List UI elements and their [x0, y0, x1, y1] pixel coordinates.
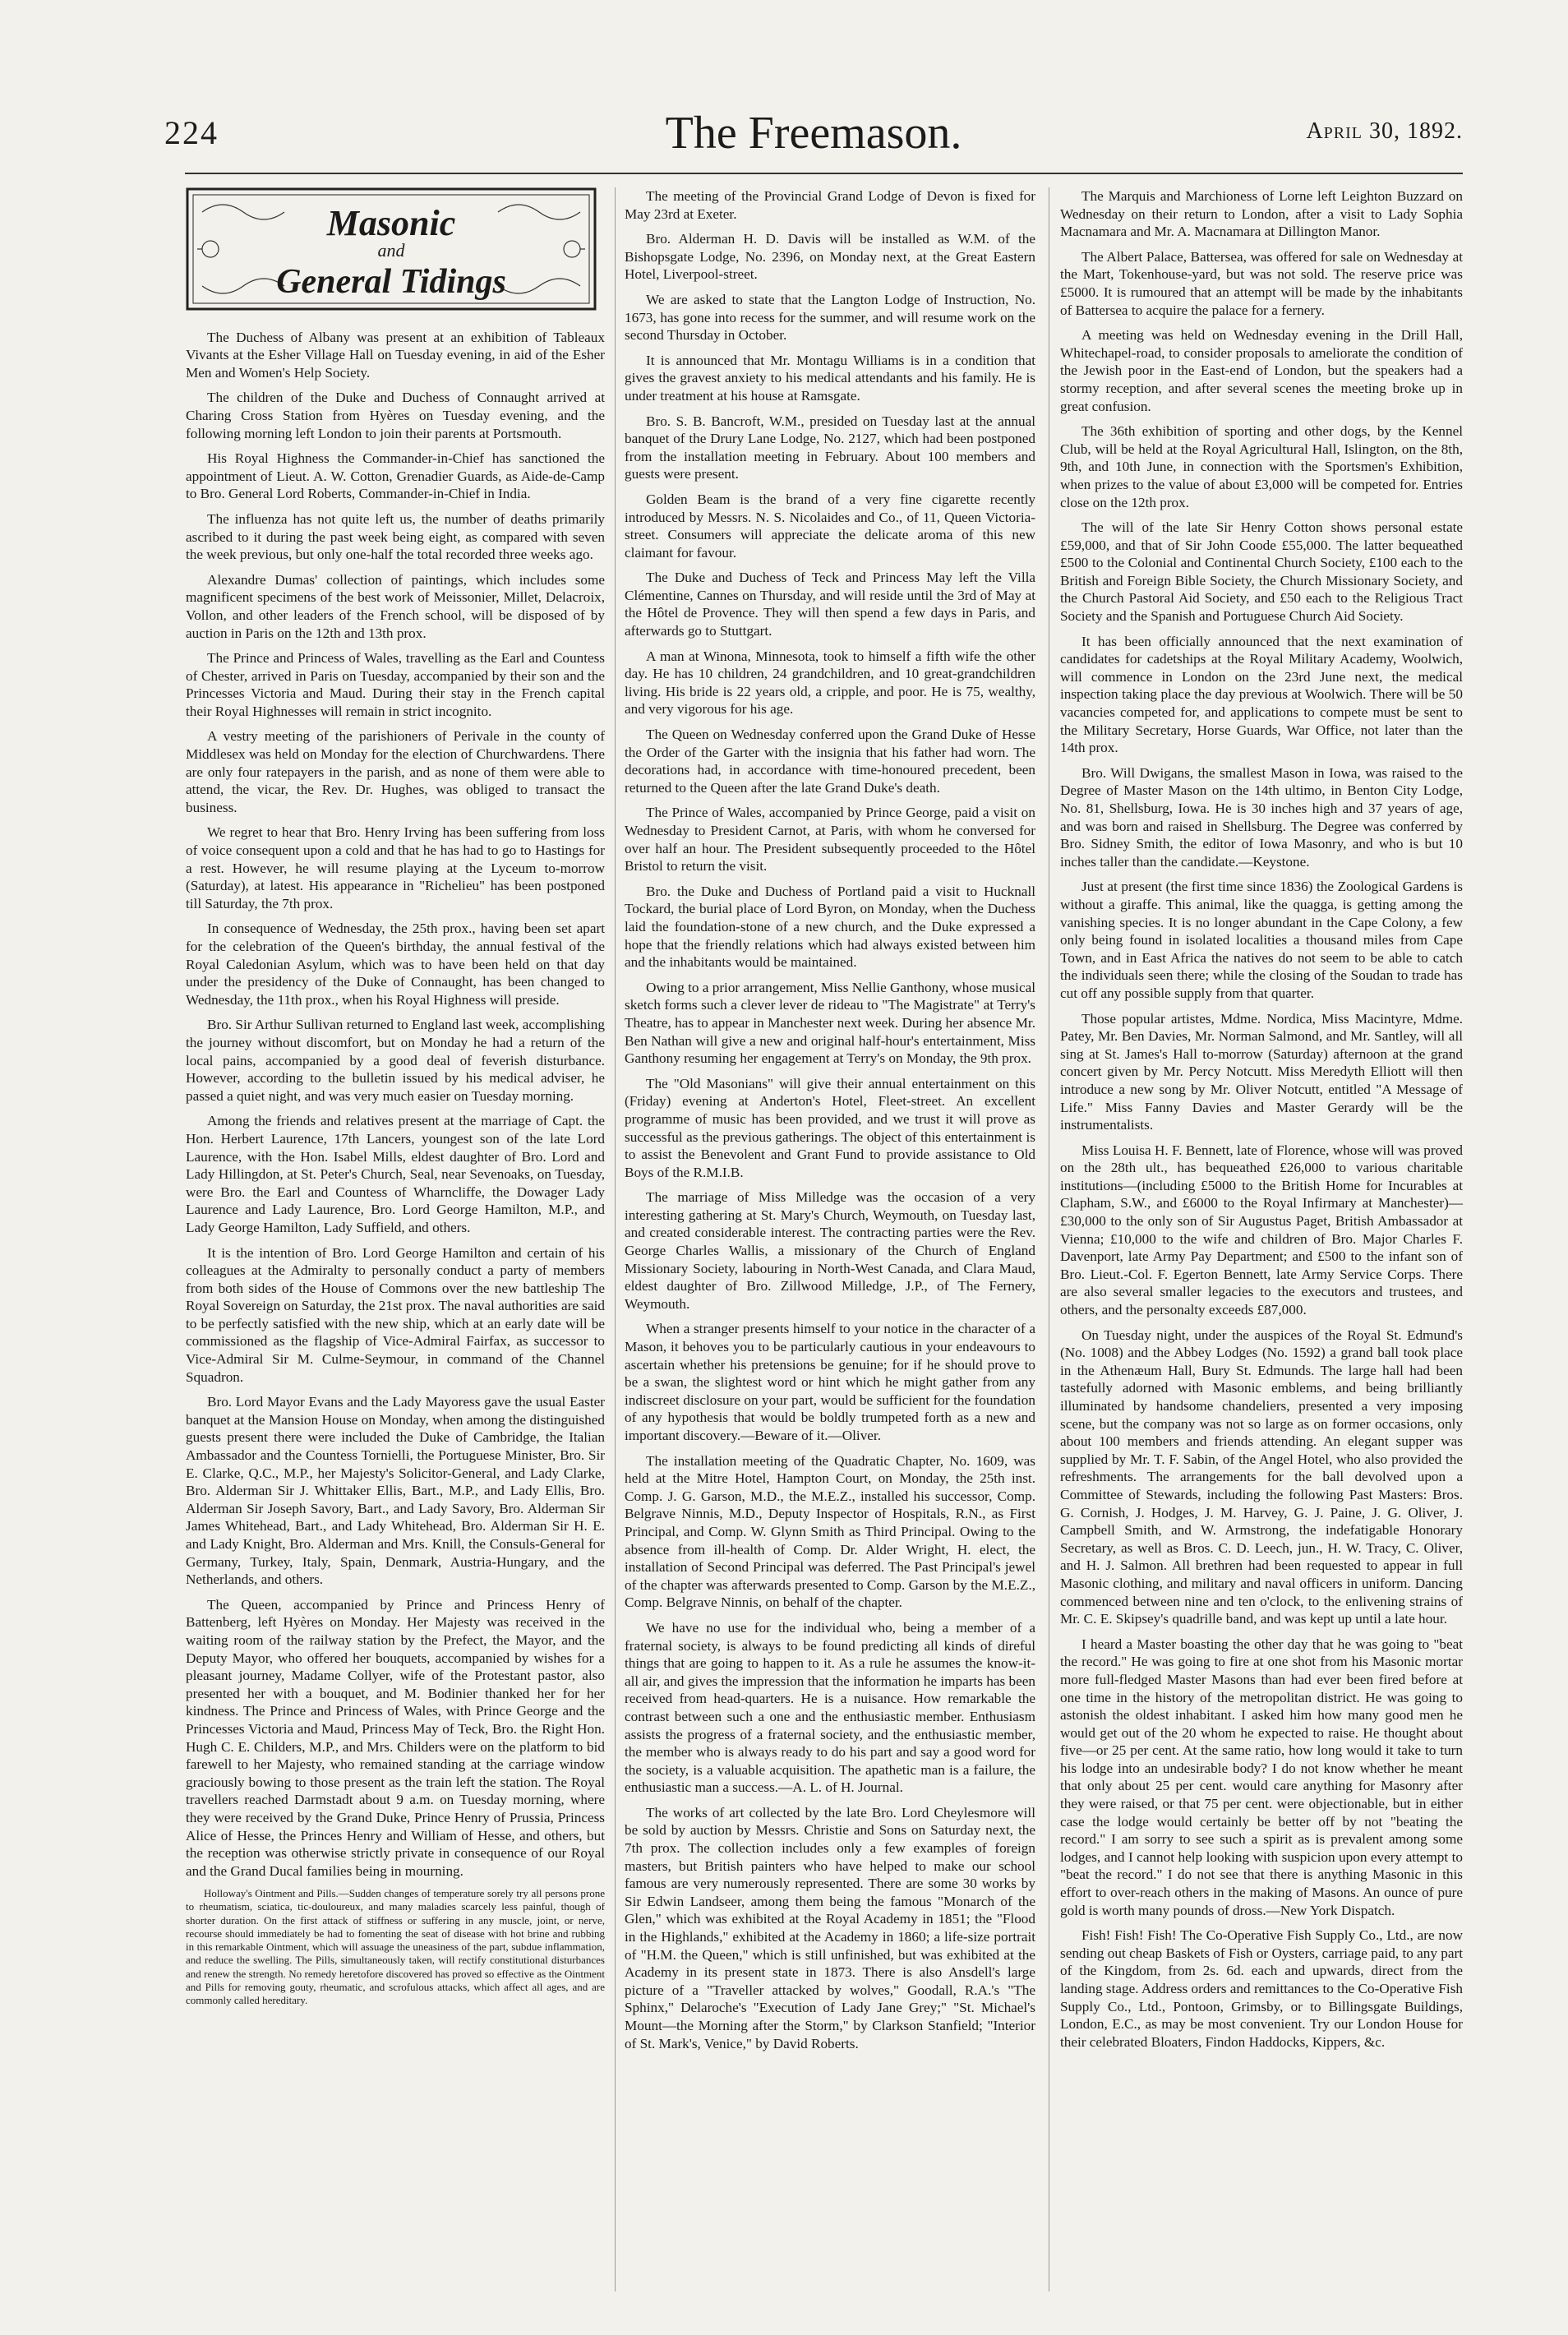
- banner-line-3: General Tidings: [276, 263, 506, 301]
- paragraph: When a stranger presents himself to your notice in the character of a Mason, it behoves you to be particularly cautious in your endeavours to ascertain whether his pretensions be genuine; for if he should prove to be a swan, the slightest word or hint which he might gather from any indiscreet disclosure on your part, would be sufficient for the foundation of any hypothesis that would be boldly trumpeted forth as a new and important discovery.—Beware of it.—Oliver.: [625, 1321, 1035, 1443]
- paragraph: The Prince and Princess of Wales, travelling as the Earl and Countess of Chester, arrived in Paris on Tuesday, accompanied by their son and the Princesses Victoria and Maud. During their stay in the French capital their Royal Highnesses will remain in strict incognito.: [186, 650, 605, 719]
- column-divider: [615, 187, 616, 2291]
- paragraph: Owing to a prior arrangement, Miss Nellie Ganthony, whose musical sketch forms such a clever lever de rideau to "The Magistrate" at Terry's Theatre, has to appear in Manchester next week. During her absence Mr. Ben Nathan will give a new and original half-hour's entertainment, Miss Ganthony resuming her engagement at Terry's on Monday, the 9th prox.: [625, 979, 1035, 1067]
- paragraph: The Marquis and Marchioness of Lorne left Leighton Buzzard on Wednesday on their return to London, after a visit to Lady Sophia Macnamara and Mr. A. Macnamara at Dillington Manor.: [1060, 188, 1463, 240]
- paragraph: The Duchess of Albany was present at an exhibition of Tableaux Vivants at the Esher Village Hall on Tuesday evening, in aid of the Esher Men and Women's Help Society.: [186, 329, 605, 381]
- banner-line-1: Masonic: [326, 203, 456, 243]
- paragraph: Bro. Will Dwigans, the smallest Mason in Iowa, was raised to the Degree of Master Mason on the 14th ultimo, in Benton City Lodge, No. 81, Shellsburg, Iowa. He is 30 inches high and 37 years of age, and was born and raised in Shellsburg. The Degree was conferred by Bro. Sidney Smith, the editor of Iowa Masonry, and who is but 10 inches taller than the candidate.—Keystone.: [1060, 764, 1463, 870]
- masthead: [164, 107, 1463, 173]
- newspaper-title: The Freemason.: [665, 108, 962, 159]
- paragraph: Bro. the Duke and Duchess of Portland paid a visit to Hucknall Tockard, the burial place of Lord Byron, on Monday, when the Duchess laid the foundation-stone of a new church, and the Duke expressed a hope that the friendly relations which had always existed between him and the inhabitants would be maintained.: [625, 883, 1035, 971]
- issue-date: April 30, 1892.: [1306, 118, 1463, 144]
- page-number: 224: [164, 114, 219, 151]
- advertisement: [186, 1887, 605, 2007]
- paragraph: The children of the Duke and Duchess of Connaught arrived at Charing Cross Station from Hyères on Tuesday evening, and the following morning left London to join their parents at Portsmouth.: [186, 390, 605, 441]
- paragraph: We are asked to state that the Langton Lodge of Instruction, No. 1673, has gone into recess for the summer, and will resume work on the second Thursday in October.: [625, 291, 1035, 344]
- banner-line-2: and: [377, 240, 405, 261]
- paragraph: A man at Winona, Minnesota, took to himself a fifth wife the other day. He has 10 children, 24 grandchildren, and 10 great-grandchildren living. His bride is 22 years old, a cripple, and poor. He is 75, wealthy, and very vigorous for his age.: [625, 648, 1035, 718]
- paragraph: I heard a Master boasting the other day that he was going to "beat the record." He was going to fire at one shot from his Masonic mortar more full-fledged Master Masons than had ever been fired before at one time in the history of the metropolitan district. He was going to astonish the oldest inhabitant. I asked him how many good men he would get out of the 20 whom he expected to raise. He thought about five—or 25 per cent. At the same ratio, how long would it take to turn his lodge into an undesirable body? I do not know whether he meant that only about 25 per cent. would care anything for Masonry after they were raised, or that 75 per cent. were objectionable, but in either case the lodge would certainly be better off by not "beating the record." I am sorry to see such a spirit as is prevalent among some lodges, and I cannot help looking with suspicion upon every attempt to "beat the record." I do not see that there is anything Masonic in this effort to over-reach others in the making of Masons. An ounce of pure gold is worth many pounds of dross.—New York Dispatch.: [1060, 1636, 1463, 1918]
- paragraph: The works of art collected by the late Bro. Lord Cheylesmore will be sold by auction by Messrs. Christie and Sons on Saturday next, the 7th prox. The collection includes only a few examples of foreign masters, but British painters who have helped to make our school famous are very numerously represented. There are some 30 works by Sir Edwin Landseer, among them being the famous "Monarch of the Glen," which was exhibited at the Royal Academy in 1851; the "Flood in the Highlands," exhibited at the Academy in 1860; a life-size portrait of "H.M. the Queen," which is still unfinished, but was exhibited at the Academy in its present state in 1873. There is also Ansdell's large picture of a "Traveller attacked by wolves," Goodall, R.A.'s "The Sphinx," Delaroche's "Execution of Lady Jane Grey;" "St. Michael's Mount—the Morning after the Storm," by Clarkson Stanfield; "Interior of St. Mark's, Venice," by David Roberts.: [625, 1804, 1035, 2051]
- paragraph: The marriage of Miss Milledge was the occasion of a very interesting gathering at St. Mary's Church, Weymouth, on Tuesday last, and created considerable interest. The contracting parties were the Rev. George Charles Wallis, a missionary of the Church of England Missionary Society, labouring in North-West Canada, and Clara Maud, eldest daughter of Bro. Zillwood Milledge, J.P., of The Fernery, Weymouth.: [625, 1189, 1035, 1312]
- paragraph: Fish! Fish! Fish! The Co-Operative Fish Supply Co., Ltd., are now sending out cheap Baskets of Fish or Oysters, carriage paid, to any part of the Kingdom, from 2s. 6d. each and upwards, direct from the landing stage. Address orders and remittances to the Co-Operative Fish Supply Co., Ltd., Pontoon, Grimsby, or to Billingsgate Buildings, London, E.C., as may be most convenient. Try our London House for their celebrated Bloaters, Findon Haddocks, Kippers, &c.: [1060, 1927, 1463, 2050]
- paragraph: Those popular artistes, Mdme. Nordica, Miss Macintyre, Mdme. Patey, Mr. Ben Davies, Mr. Norman Salmond, and Mr. Santley, will all sing at St. James's Hall to-morrow (Saturday) afternoon at the grand concert given by Mr. Percy Notcutt. Miss Meredyth Elliott will then introduce a new song by Mr. Oliver Notcutt, entitled "A Message of Life." Miss Fanny Davies and Master Gerardy will be the instrumentalists.: [1060, 1010, 1463, 1133]
- paragraph: The Albert Palace, Battersea, was offered for sale on Wednesday at the Mart, Tokenhouse-yard, but was not sold. The reserve price was £5000. It is rumoured that an attempt will be made by the inhabitants of Battersea to acquire the palace for a fernery.: [1060, 248, 1463, 318]
- paragraph: It is the intention of Bro. Lord George Hamilton and certain of his colleagues at the Admiralty to personally conduct a party of members from both sides of the House of Commons over the new battleship The Royal Sovereign on Saturday, the 21st prox. The naval authorities are said to be perfectly satisfied with the new ship, which at an early date will be commissioned as the flagship of Vice-Admiral Fairfax, as successor to Vice-Admiral Sir M. Culme-Seymour, in command of the Channel Squadron.: [186, 1244, 605, 1385]
- column-1: [186, 187, 605, 2014]
- paragraph: Just at present (the first time since 1836) the Zoological Gardens is without a giraffe. This animal, like the quagga, is getting among the vanishing species. It is no longer abundant in the Cape Colony, a few only being found in isolated localities a thousand miles from Cape Town, and in East Africa the natives do not seem to be able to catch the individuals seen there; while the closing of the Soudan to trade has cut off any possible supply from that quarter.: [1060, 879, 1463, 1001]
- paragraph: Bro. Alderman H. D. Davis will be installed as W.M. of the Bishopsgate Lodge, No. 2396, on Monday next, at the Great Eastern Hotel, Liverpool-street.: [625, 231, 1035, 283]
- paragraph: The Queen, accompanied by Prince and Princess Henry of Battenberg, left Hyères on Monday. Her Majesty was received in the waiting room of the railway station by the Prefect, the Mayor, and the Deputy Mayor, who offered her bouquets, accompanied by wishes for a pleasant journey, Madame Collyer, wife of the Protestant pastor, also presented her with a bouquet, and M. Bodinier thanked her for her kindness. The Prince and Princess of Wales, with Prince George and the Princesses Victoria and Maud, Princess May of Teck, Bro. the Right Hon. Hugh C. E. Childers, M.P., and Mrs. Childers were on the platform to bid farewell to her Majesty, who remained standing at the carriage window graciously bowing to those present as the train left the station. The Royal travellers reached Darmstadt about 9 a.m. on Tuesday morning, where they were received by the Grand Duke, Prince Henry of Prussia, Princess Alice of Hesse, the Princes Henry and William of Hesse, and others, but the reception was otherwise strictly private in consequence of our Royal and the Grand Ducal families being in mourning.: [186, 1596, 605, 1879]
- paragraph: The meeting of the Provincial Grand Lodge of Devon is fixed for May 23rd at Exeter.: [625, 188, 1035, 222]
- paragraph: His Royal Highness the Commander-in-Chief has sanctioned the appointment of Lieut. A. W. Cotton, Grenadier Guards, as Aide-de-Camp to Bro. General Lord Roberts, Commander-in-Chief in India.: [186, 450, 605, 502]
- advertisement-text: Holloway's Ointment and Pills.—Sudden changes of temperature sorely try all persons prone to rheumatism, sciatica, tic-douloureux, and many maladies scarcely less painful, though of shorter duration. On the first attack of stiffness or suffering in any muscle, joint, or nerve, recourse should immediately be had to fomenting the seat of disease with hot brine and rubbing in this remarkable Ointment, which will assuage the uneasiness of the part, subdue inflammation, and reduce the swelling. The Pills, simultaneously taken, will rectify constitutional disturbances and renew the strength. No remedy heretofore discovered has proved so effective as the Ointment and Pills for removing gouty, rheumatic, and scrofulous attacks, which affect all ages, and are commonly called hereditary.: [186, 1887, 605, 2006]
- paragraph: A vestry meeting of the parishioners of Perivale in the county of Middlesex was held on Monday for the election of Churchwardens. There are only four ratepayers in the parish, and as none of them were able to attend, the vicar, the Rev. Dr. Hughes, was obliged to transact the business.: [186, 728, 605, 815]
- paragraph: The Duke and Duchess of Teck and Princess May left the Villa Clémentine, Cannes on Thursday, and will reside until the 3rd of May at the Hôtel de Provence. They will then spend a few days in Paris, and afterwards go to Stuttgart.: [625, 570, 1035, 639]
- masthead-rule: [185, 173, 1463, 174]
- paragraph: The installation meeting of the Quadratic Chapter, No. 1609, was held at the Mitre Hotel, Hampton Court, on Monday, the 25th inst. Comp. J. G. Garson, M.D., the M.E.Z., installed his successor, Comp. Belgrave Ninnis, M.D., Deputy Inspector of Hospitals, R.N., as First Principal, and Comp. W. Glynn Smith as Third Principal. Owing to the absence from ill-health of Comp. Dr. Alder Wright, H. elect, the installation of Second Principal was deferred. The Past Principal's jewel of the chapter was afterwards presented to Comp. Garson by the M.E.Z., Comp. Belgrave Ninnis, on behalf of the chapter.: [625, 1452, 1035, 1611]
- column-3: [1060, 187, 1463, 2058]
- paragraph: It has been officially announced that the next examination of candidates for cadetships at the Royal Military Academy, Woolwich, will commence in London on the 23rd June next, the medical inspection taking place the day previous at Woolwich. There will be 50 vacancies competed for, and applications to compete must be sent to the Military Secretary, Horse Guards, War Office, not later than the 14th prox.: [1060, 633, 1463, 756]
- paragraph: It is announced that Mr. Montagu Williams is in a condition that gives the gravest anxiety to his medical attendants and his family. He is under treatment at his house at Ramsgate.: [625, 352, 1035, 404]
- paragraph: The Queen on Wednesday conferred upon the Grand Duke of Hesse the Order of the Garter with the insignia that his father had worn. The decorations had, in accordance with time-honoured precedent, been returned to the Queen after the late Grand Duke's death.: [625, 727, 1035, 796]
- paragraph: Bro. Lord Mayor Evans and the Lady Mayoress gave the usual Easter banquet at the Mansion House on Monday, when among the distinguished guests present there were included the Duke of Cambridge, the Italian Ambassador and the Countess Tornielli, the Portuguese Minister, Bro. Sir E. Clarke, Q.C., M.P., her Majesty's Solicitor-General, and Lady Clarke, Bro. Alderman Sir J. Whittaker Ellis, Bart., M.P., and Lady Ellis, Bro. Alderman Sir Joseph Savory, Bart., and Lady Savory, Bro. Alderman Sir James Whitehead, Bart., and Lady Whitehead, Bro. Alderman Sir H. E. and Lady Knight, Bro. Alderman and Mrs. Knill, the Consuls-General for Germany, Turkey, Italy, Spain, Denmark, Austria-Hungary, and the Netherlands, and others.: [186, 1394, 605, 1588]
- masonic-tidings-banner: [186, 187, 597, 311]
- paragraph: Miss Louisa H. F. Bennett, late of Florence, whose will was proved on the 28th ult., has bequeathed £26,000 to various charitable institutions—(including £5000 to the British Home for Incurables at Clapham, S.W., and £6000 to the Royal Infirmary at Manchester)—£30,000 to the only son of Sir Augustus Paget, British Ambassador at Vienna; £10,000 to the wife and children of Bro. Major Charles F. Davenport, late Army Pay Department; and £500 to the infant son of Bro. Lieut.-Col. F. Egerton Bennett, late Army Service Corps. There are also several smaller legacies to the executors and trustees, and others, and the personalty exceeds £87,000.: [1060, 1142, 1463, 1318]
- paragraph: Bro. S. B. Bancroft, W.M., presided on Tuesday last at the annual banquet of the Drury Lane Lodge, No. 2127, which had been postponed from the installation meeting in February. About 100 members and guests were present.: [625, 413, 1035, 482]
- paragraph: Bro. Sir Arthur Sullivan returned to England last week, accomplishing the journey without discomfort, but on Monday he had a return of the local pains, accompanied by a good deal of feverish disturbance. However, according to the bulletin issued by his medical adviser, he passed a quiet night, and was very much easier on Tuesday morning.: [186, 1017, 605, 1104]
- paragraph: Among the friends and relatives present at the marriage of Capt. the Hon. Herbert Laurence, 17th Lancers, youngest son of the late Lord Laurence, with the Hon. Isabel Mills, eldest daughter of Bro. Lord and Lady Hillingdon, at St. Peter's Church, Seal, near Sevenoaks, on Tuesday, were Bro. the Earl and Countess of Wharncliffe, the Dowager Lady Laurence and Lady Laurence, Bro. Lord George Hamilton, M.P., and Lady George Hamilton, Lady Suffield, and others.: [186, 1113, 605, 1235]
- paragraph: Golden Beam is the brand of a very fine cigarette recently introduced by Messrs. N. S. Nicolaides and Co., of 11, Queen Victoria-street. Consumers will appreciate the delicate aroma of this new claimant for favour.: [625, 491, 1035, 561]
- paragraph: The 36th exhibition of sporting and other dogs, by the Kennel Club, will be held at the Royal Agricultural Hall, Islington, on the 8th, 9th, and 10th June, in connection with the Sportsmen's Exhibition, when prizes to the value of about £3,000 will be competed for. Entries close on the 12th prox.: [1060, 423, 1463, 510]
- paragraph: The Prince of Wales, accompanied by Prince George, paid a visit on Wednesday to President Carnot, at Paris, with whom he conversed for over half an hour. The President subsequently proceeded to the Hôtel Bristol to return the visit.: [625, 805, 1035, 874]
- paragraph: A meeting was held on Wednesday evening in the Drill Hall, Whitechapel-road, to consider proposals to ameliorate the condition of the Jewish poor in the East-end of London, but the speakers had a stormy reception, and after several scenes the meeting broke up in great confusion.: [1060, 327, 1463, 414]
- paragraph: On Tuesday night, under the auspices of the Royal St. Edmund's (No. 1008) and the Abbey Lodges (No. 1592) a grand ball took place in the Athenæum Hall, Bury St. Edmunds. The large hall had been tastefully adorned with Masonic emblems, and being brilliantly illuminated by handsome chandeliers, presented a very imposing scene, but the company was not so large as on former occasions, only about 100 members and friends attending. An elegant supper was supplied by Mr. T. F. Sabin, of the Angel Hotel, who also provided the refreshments. The arrangements for the ball devolved upon a Committee of Stewards, including the following Past Masters: Bros. G. Cornish, J. Hodges, J. M. Harvey, G. J. Paine, J. G. Oliver, J. Campbell Smith, and W. Armstrong, the indefatigable Honorary Secretary, as well as Bros. C. D. Leech, jun., H. W. Tracy, C. Oliver, and H. J. Salmon. All brethren had been requested to appear in full Masonic clothing, and military and naval officers in uniform. Dancing commenced between nine and ten o'clock, to the enlivening strains of Mr. C. E. Skipsey's quadrille band, and was kept up until a late hour.: [1060, 1327, 1463, 1627]
- paragraph: We have no use for the individual who, being a member of a fraternal society, is always to be found predicting all kinds of direful things that are going to happen to it. As a rule he assumes the know-it-all air, and gives the impression that the information he imparts has been received from head-quarters. He is a nuisance. How remarkable the contrast between such a one and the enthusiastic member. Enthusiasm assists the progress of a fraternal society, and the enthusiastic member, the member who is always ready to do his part and say a good word for the society, is a valuable acquisition. The apathetic man is a failure, the enthusiastic man a success.—A. L. of H. Journal.: [625, 1619, 1035, 1796]
- paragraph: The influenza has not quite left us, the number of deaths primarily ascribed to it during the past week being eight, as compared with seven the week previous, but only one-half the total recorded three weeks ago.: [186, 510, 605, 563]
- paragraph: The will of the late Sir Henry Cotton shows personal estate £59,000, and that of Sir John Coode £55,000. The latter bequeathed £500 to the Colonial and Continental Church Society, £100 each to the British and Foreign Bible Society, the Church Missionary Society, and the Church Pastoral Aid Society, and £50 each to the Religious Tract Society and the Spanish and Portuguese Church Aid Society.: [1060, 519, 1463, 625]
- paragraph: We regret to hear that Bro. Henry Irving has been suffering from loss of voice consequent upon a cold and that he has had to go to Hastings for a rest. However, he will resume playing at the Lyceum to-morrow (Saturday), at latest. His appearance in "Richelieu" has been postponed till Saturday, the 7th prox.: [186, 824, 605, 911]
- column-2: [625, 187, 1035, 2060]
- paragraph: In consequence of Wednesday, the 25th prox., having been set apart for the celebration of the Queen's birthday, the annual festival of the Royal Caledonian Asylum, which was to have been held on that day under the presidency of the Duke of Connaught, has been changed to Wednesday, the 11th prox., when his Royal Highness will preside.: [186, 921, 605, 1008]
- paragraph: The "Old Masonians" will give their annual entertainment on this (Friday) evening at Anderton's Hotel, Fleet-street. An excellent programme of music has been provided, and we trust it will prove as successful as the previous gatherings. The object of this entertainment is to assist the Benevolent and Grant Fund to provide assistance to Old Boys of the R.M.I.B.: [625, 1075, 1035, 1180]
- paragraph: Alexandre Dumas' collection of paintings, which includes some magnificent specimens of the best work of Meissonier, Millet, Delacroix, Vollon, and other leaders of the French school, will be disposed of by auction in Paris on the 12th and 13th prox.: [186, 571, 605, 641]
